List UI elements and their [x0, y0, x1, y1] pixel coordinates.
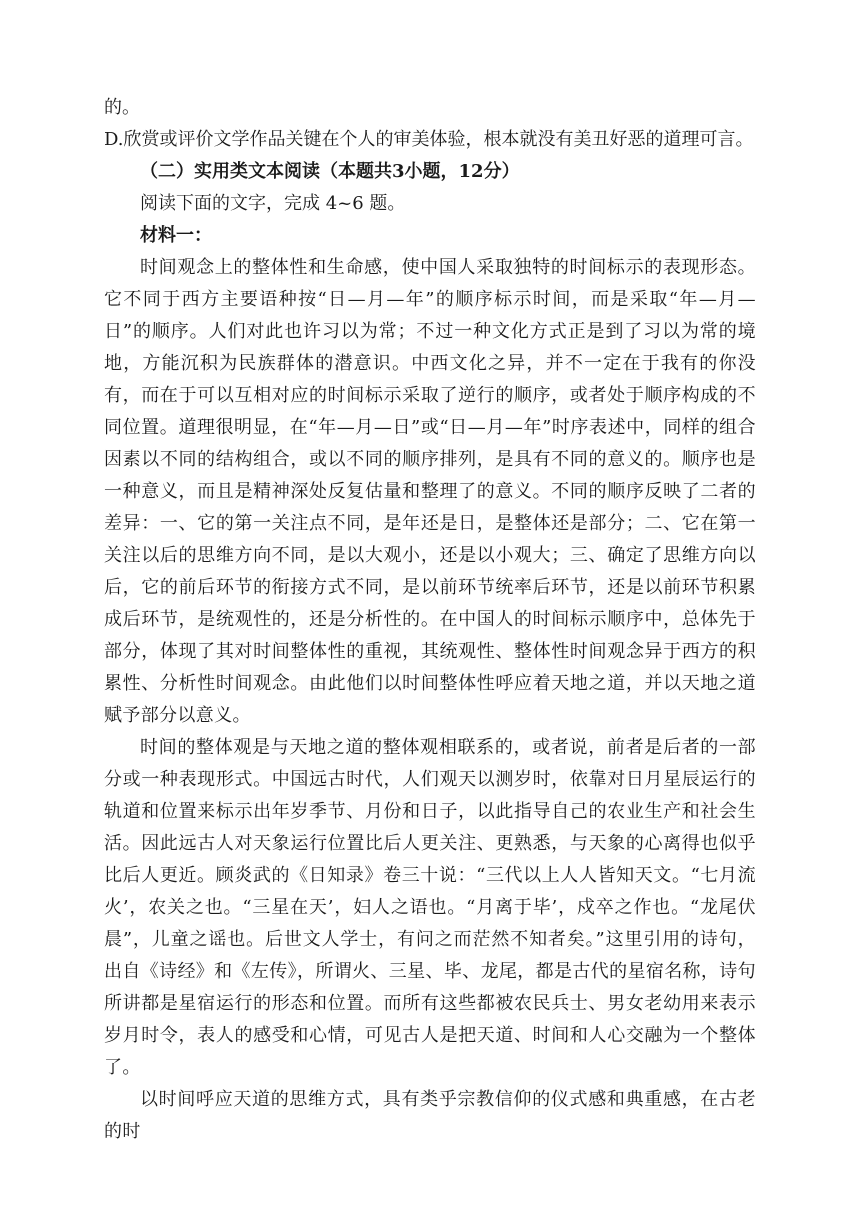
material-label: 材料一：	[140, 225, 212, 246]
document-page	[104, 92, 756, 1148]
reading-instruction: 阅读下面的文字，完成 4~6 题。	[140, 193, 406, 214]
paragraph-2: 时间的整体观是与天地之道的整体观相联系的，或者说，前者是后者的一部分或一种表现形式。中国远古时代，人们观天以测岁时，依靠对日月星辰运行的轨道和位置来标示出年岁季节、月份和日子，以此指导自己的农业生产和社会生活。因此远古人对天象运行位置比后人更关注、更熟悉，与天象的心离得也似乎比后人更近。顾炎武的《日知录》卷三十说：“三代以上人人皆知天文。“七月流火’，农关之也。“三星在天’，妇人之语也。“月离于毕’，戍卒之作也。“龙尾伏晨”，儿童之谣也。后世文人学士，有问之而茫然不知者矣。”这里引用的诗句，出自《诗经》和《左传》，所谓火、三星、毕、龙尾，都是古代的星宿名称，诗句所讲都是星宿运行的形态和位置。而所有这些都被农民兵士、男女老幼用来表示岁月时令，表人的感受和心情，可见古人是把天道、时间和人心交融为一个整体了。	[104, 737, 756, 1078]
option-d: D.欣赏或评价文学作品关键在个人的审美体验，根本就没有美丑好恶的道理可言。	[104, 129, 754, 150]
paragraph-1: 时间观念上的整体性和生命感，使中国人采取独特的时间标示的表现形态。它不同于西方主要语种按“日—月—年”的顺序标示时间，而是采取“年—月—日”的顺序。人们对此也许习以为常；不过一种文化方式正是到了习以为常的境地，方能沉积为民族群体的潜意识。中西文化之异，并不一定在于我有的你没有，而在于可以互相对应的时间标示采取了逆行的顺序，或者处于顺序构成的不同位置。道理很明显，在“年—月—日”或“日—月—年”时序表述中，同样的组合因素以不同的结构组合，或以不同的顺序排列，是具有不同的意义的。顺序也是一种意义，而且是精神深处反复估量和整理了的意义。不同的顺序反映了二者的差异：一、它的第一关注点不同，是年还是日，是整体还是部分；二、它在第一关注以后的思维方向不同，是以大观小，还是以小观大；三、确定了思维方向以后，它的前后环节的衔接方式不同，是以前环节统率后环节，还是以前环节积累成后环节，是统观性的，还是分析性的。在中国人的时间标示顺序中，总体先于部分，体现了其对时间整体性的重视，其统观性、整体性时间观念异于西方的积累性、分析性时间观念。由此他们以时间整体性呼应着天地之道，并以天地之道赋予部分以意义。	[104, 257, 756, 726]
section-heading: （二）实用类文本阅读（本题共3小题，12分）	[140, 161, 520, 182]
paragraph-3: 以时间呼应天道的思维方式，具有类乎宗教信仰的仪式感和典重感，在古老的时	[104, 1089, 756, 1142]
previous-text-tail: 的。	[104, 97, 140, 118]
